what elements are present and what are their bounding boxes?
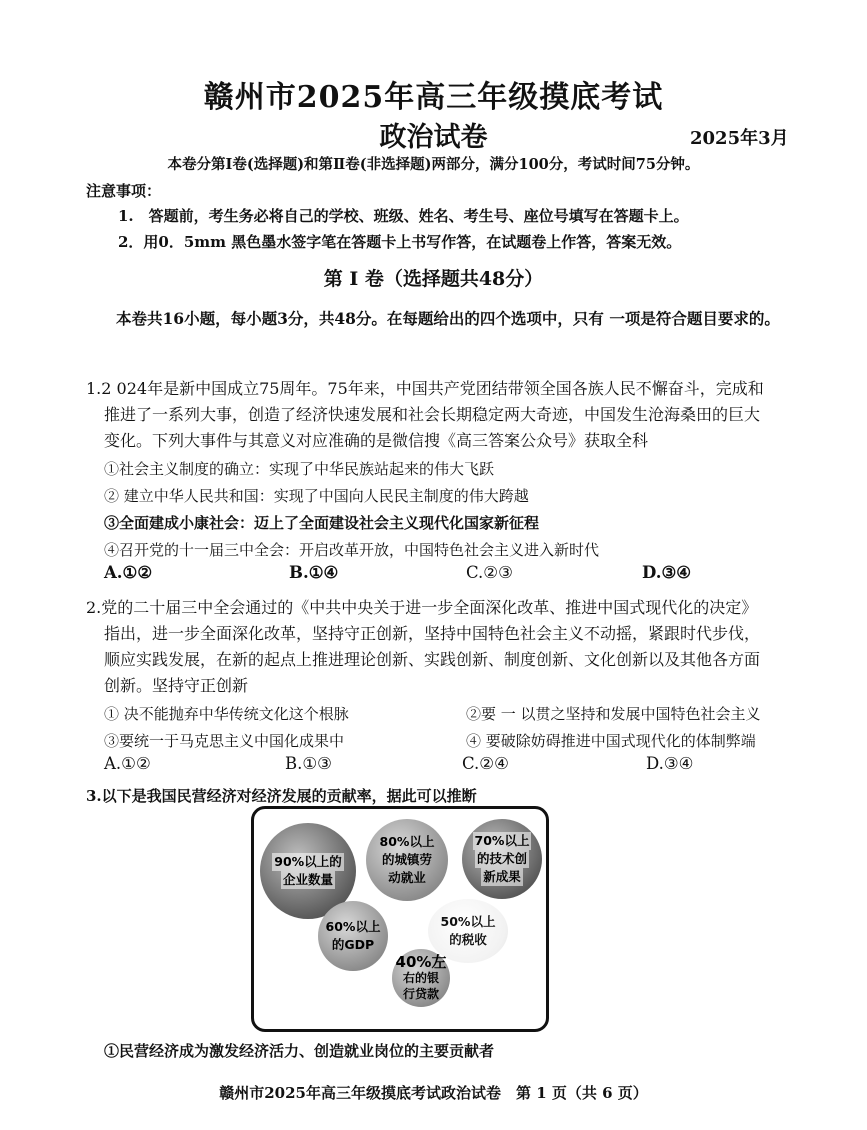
q2-statement: ④ 要破除妨碍推进中国式现代化的体制弊端: [466, 732, 756, 750]
q1-stem-line: 1.2 024年是新中国成立75周年。75年来，中国共产党团结带领全国各族人民不懈奋斗，完成和: [86, 379, 764, 398]
bubble-urban-employment: [366, 819, 448, 901]
page-footer: 赣州市2025年高三年级摸底考试政治试卷 第 1 页（共 6 页）: [219, 1084, 648, 1102]
exam-intro: 本卷分第Ⅰ卷(选择题)和第Ⅱ卷(非选择题)两部分，满分100分，考试时间75分钟。: [167, 156, 700, 173]
bubble-text: 行贷款: [402, 987, 439, 1001]
q1-statement: ①社会主义制度的确立：实现了中华民族站起来的伟大飞跃: [104, 460, 495, 478]
q2-option-c[interactable]: C.②④: [462, 754, 509, 773]
exam-subtitle: 政治试卷: [379, 122, 488, 153]
bubble-text: 70%以上: [474, 833, 530, 848]
q1-statement: ③全面建成小康社会：迈上了全面建设社会主义现代化国家新征程: [104, 514, 540, 532]
q3-stem: 3.以下是我国民营经济对经济发展的贡献率，据此可以推断: [86, 787, 477, 805]
private-economy-contribution-figure: [251, 806, 549, 1032]
q2-stem-line: 指出，进一步全面深化改革，坚持守正创新，坚持中国特色社会主义不动摇，紧跟时代步伐，: [104, 624, 761, 643]
bubble-text: 90%以上的: [274, 854, 342, 869]
bubble-text: 40%左: [395, 953, 447, 971]
bubble-text: 80%以上: [379, 834, 435, 849]
bubble-text: 的GDP: [331, 937, 375, 952]
q1-option-d[interactable]: D.③④: [642, 563, 692, 582]
note-item: 1. 答题前，考生务必将自己的学校、班级、姓名、考生号、座位号填写在答题卡上。: [118, 207, 689, 225]
q1-statement: ② 建立中华人民共和国：实现了中国向人民民主制度的伟大跨越: [104, 487, 529, 505]
exam-date: 2025年3月: [690, 128, 789, 149]
bubble-text: 的技术创: [476, 851, 527, 866]
bubble-bank-loans: [392, 949, 450, 1007]
q1-statement: ④召开党的十一届三中全会：开启改革开放，中国特色社会主义进入新时代: [104, 541, 600, 559]
bubble-gdp: [318, 901, 388, 971]
bubble-text: 新成果: [483, 869, 521, 884]
bubble-text: 的城镇劳: [381, 852, 432, 867]
q1-option-a[interactable]: A.①②: [104, 563, 153, 582]
bubble-tech-innovation: [462, 819, 542, 899]
q2-stem-line: 顺应实践发展，在新的起点上推进理论创新、实践创新、制度创新、文化创新以及其他各方面: [104, 650, 761, 669]
q2-stem-line: 2.党的二十届三中全会通过的《中共中央关于进一步全面深化改革、推进中国式现代化的决定》: [86, 598, 758, 617]
note-item: 2．用0．5mm 黑色墨水签字笔在答题卡上书写作答，在试题卷上作答，答案无效。: [118, 233, 682, 251]
q2-option-d[interactable]: D.③④: [646, 754, 694, 773]
q1-stem-line: 变化。下列大事件与其意义对应准确的是微信搜《高三答案公众号》获取全科: [104, 431, 649, 450]
q2-stem-line: 创新。坚持守正创新: [104, 676, 249, 695]
bubble-text: 60%以上: [325, 919, 381, 934]
q1-option-b[interactable]: B.①④: [289, 563, 339, 582]
bubble-text: 50%以上: [440, 914, 496, 929]
q2-option-a[interactable]: A.①②: [104, 754, 151, 773]
q2-option-b[interactable]: B.①③: [285, 754, 332, 773]
q2-statement: ②要 一 以贯之坚持和发展中国特色社会主义: [466, 705, 761, 723]
section-title: 第 I 卷（选择题共48分）: [323, 268, 544, 290]
notes-title: 注意事项：: [86, 182, 162, 200]
q3-statement: ①民营经济成为激发经济活力、创造就业岗位的主要贡献者: [104, 1042, 495, 1060]
section-description: 本卷共16小题，每小题3分，共48分。在每题给出的四个选项中，只有 一项是符合题目要求的。: [116, 309, 780, 328]
bubble-text: 企业数量: [282, 872, 333, 887]
q1-option-c[interactable]: C.②③: [466, 563, 513, 582]
q2-statement: ③要统一于马克思主义中国化成果中: [104, 732, 345, 750]
q2-statement: ① 决不能抛弃中华传统文化这个根脉: [104, 705, 349, 723]
bubble-text: 右的银: [402, 971, 439, 985]
q1-stem-line: 推进了一系列大事，创造了经济快速发展和社会长期稳定两大奇迹，中国发生沧海桑田的巨大: [104, 405, 761, 424]
exam-title: 赣州市2025年高三年级摸底考试: [203, 80, 664, 115]
bubble-text: 动就业: [388, 870, 426, 885]
bubble-text: 的税收: [449, 932, 487, 947]
